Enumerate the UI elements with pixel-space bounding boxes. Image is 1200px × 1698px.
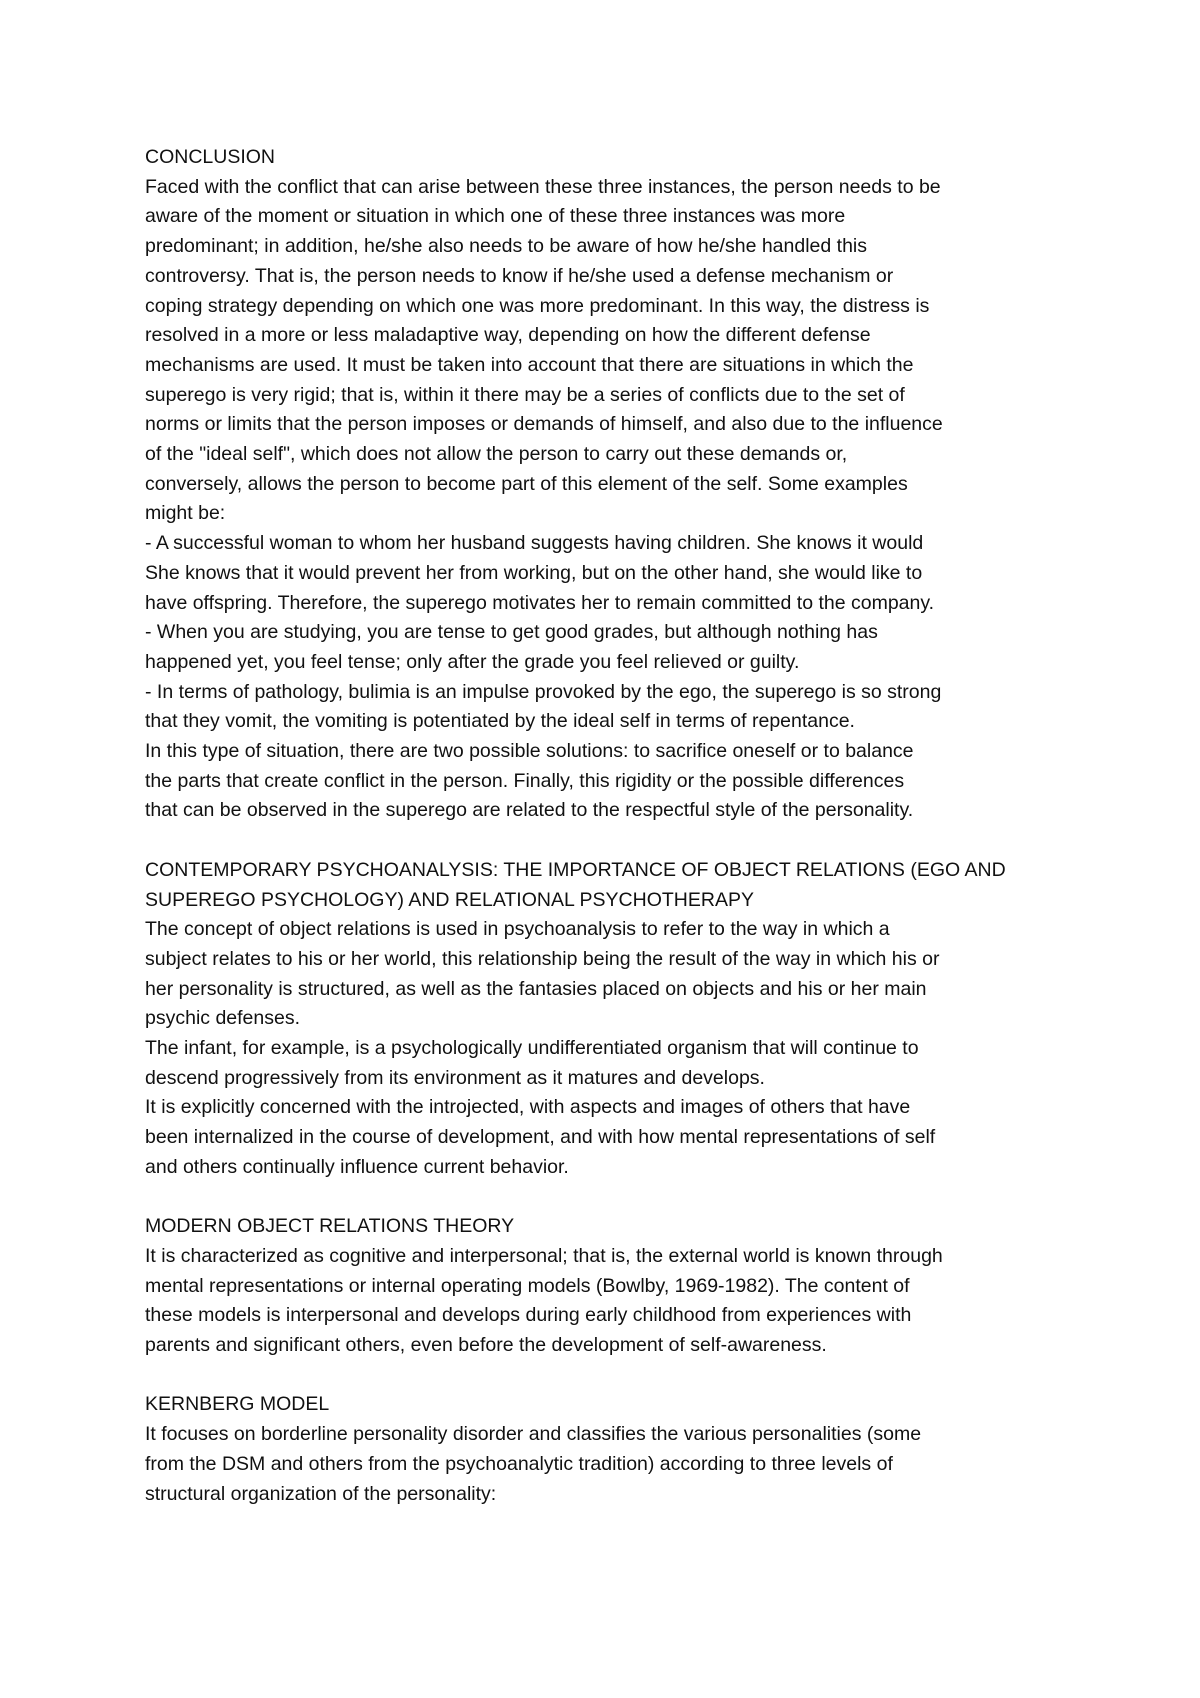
text-line: from the DSM and others from the psychoanalytic tradition) according to three levels of [145, 1452, 893, 1475]
text-line: It focuses on borderline personality disorder and classifies the various personalities (some [145, 1423, 922, 1446]
text-line: The infant, for example, is a psychologically undifferentiated organism that will continue to [145, 1037, 919, 1060]
text-line: - In terms of pathology, bulimia is an impulse provoked by the ego, the superego is so strong [145, 680, 942, 703]
section-heading: CONTEMPORARY PSYCHOANALYSIS: THE IMPORTANCE OF OBJECT RELATIONS (EGO AND [145, 858, 1006, 881]
text-line: coping strategy depending on which one was more predominant. In this way, the distress is [145, 294, 930, 317]
text-line: It is characterized as cognitive and interpersonal; that is, the external world is known through [145, 1244, 943, 1267]
text-line: that they vomit, the vomiting is potentiated by the ideal self in terms of repentance. [145, 710, 855, 733]
section-modern-object-relations [145, 1212, 1080, 1361]
section-heading: MODERN OBJECT RELATIONS THEORY [145, 1215, 515, 1238]
text-line: In this type of situation, there are two possible solutions: to sacrifice oneself or to balance [145, 740, 914, 763]
text-line: The concept of object relations is used in psychoanalysis to refer to the way in which a [145, 918, 890, 941]
text-line: structural organization of the personality: [145, 1482, 497, 1505]
text-line: subject relates to his or her world, this relationship being the result of the way in which his or [145, 947, 940, 970]
text-line: descend progressively from its environment as it matures and develops. [145, 1066, 765, 1089]
text-line: resolved in a more or less maladaptive way, depending on how the different defense [145, 324, 871, 347]
text-line: Faced with the conflict that can arise between these three instances, the person needs to be [145, 175, 941, 198]
text-line: the parts that create conflict in the person. Finally, this rigidity or the possible differences [145, 769, 905, 792]
text-line: mechanisms are used. It must be taken into account that there are situations in which the [145, 353, 914, 376]
text-line: might be: [145, 502, 226, 525]
paragraph [145, 915, 1080, 1182]
paragraph [145, 1242, 1080, 1361]
text-line: that can be observed in the superego are related to the respectful style of the personality. [145, 799, 914, 822]
paragraph [145, 173, 1080, 826]
text-line: superego is very rigid; that is, within it there may be a series of conflicts due to the set of [145, 383, 905, 406]
text-line: these models is interpersonal and develops during early childhood from experiences with [145, 1304, 912, 1327]
section-contemporary-psychoanalysis [145, 856, 1080, 1183]
paragraph [145, 1420, 1080, 1509]
text-line: psychic defenses. [145, 1007, 301, 1030]
text-line: controversy. That is, the person needs to know if he/she used a defense mechanism or [145, 264, 894, 287]
text-line: predominant; in addition, he/she also needs to be aware of how he/she handled this [145, 235, 867, 258]
text-line: - When you are studying, you are tense to get good grades, but although nothing has [145, 621, 878, 644]
text-line: happened yet, you feel tense; only after the grade you feel relieved or guilty. [145, 650, 800, 673]
text-line: conversely, allows the person to become part of this element of the self. Some examples [145, 472, 908, 495]
text-line: been internalized in the course of development, and with how mental representations of self [145, 1126, 936, 1149]
text-line: her personality is structured, as well as the fantasies placed on objects and his or her main [145, 977, 927, 1000]
section-conclusion [145, 143, 1080, 826]
paragraph-gap [145, 1183, 1080, 1213]
text-line: and others continually influence current behavior. [145, 1155, 569, 1178]
section-heading: SUPEREGO PSYCHOLOGY) AND RELATIONAL PSYCHOTHERAPY [145, 888, 754, 911]
text-line: mental representations or internal operating models (Bowlby, 1969-1982). The content of [145, 1274, 910, 1297]
paragraph-gap [145, 826, 1080, 856]
paragraph-gap [145, 1361, 1080, 1391]
text-line: parents and significant others, even before the development of self-awareness. [145, 1334, 827, 1357]
document-page [145, 143, 1080, 1509]
section-heading: CONCLUSION [145, 146, 276, 168]
text-line: aware of the moment or situation in which one of these three instances was more [145, 205, 846, 228]
text-line: It is explicitly concerned with the introjected, with aspects and images of others that have [145, 1096, 911, 1119]
section-kernberg-model [145, 1390, 1080, 1509]
text-line: of the "ideal self", which does not allow the person to carry out these demands or, [145, 443, 848, 466]
text-line: have offspring. Therefore, the superego motivates her to remain committed to the company. [145, 591, 935, 614]
section-heading: KERNBERG MODEL [145, 1393, 330, 1416]
text-line: She knows that it would prevent her from working, but on the other hand, she would like to [145, 561, 923, 584]
text-line: - A successful woman to whom her husband suggests having children. She knows it would [145, 532, 924, 555]
text-line: norms or limits that the person imposes or demands of himself, and also due to the influence [145, 413, 943, 436]
